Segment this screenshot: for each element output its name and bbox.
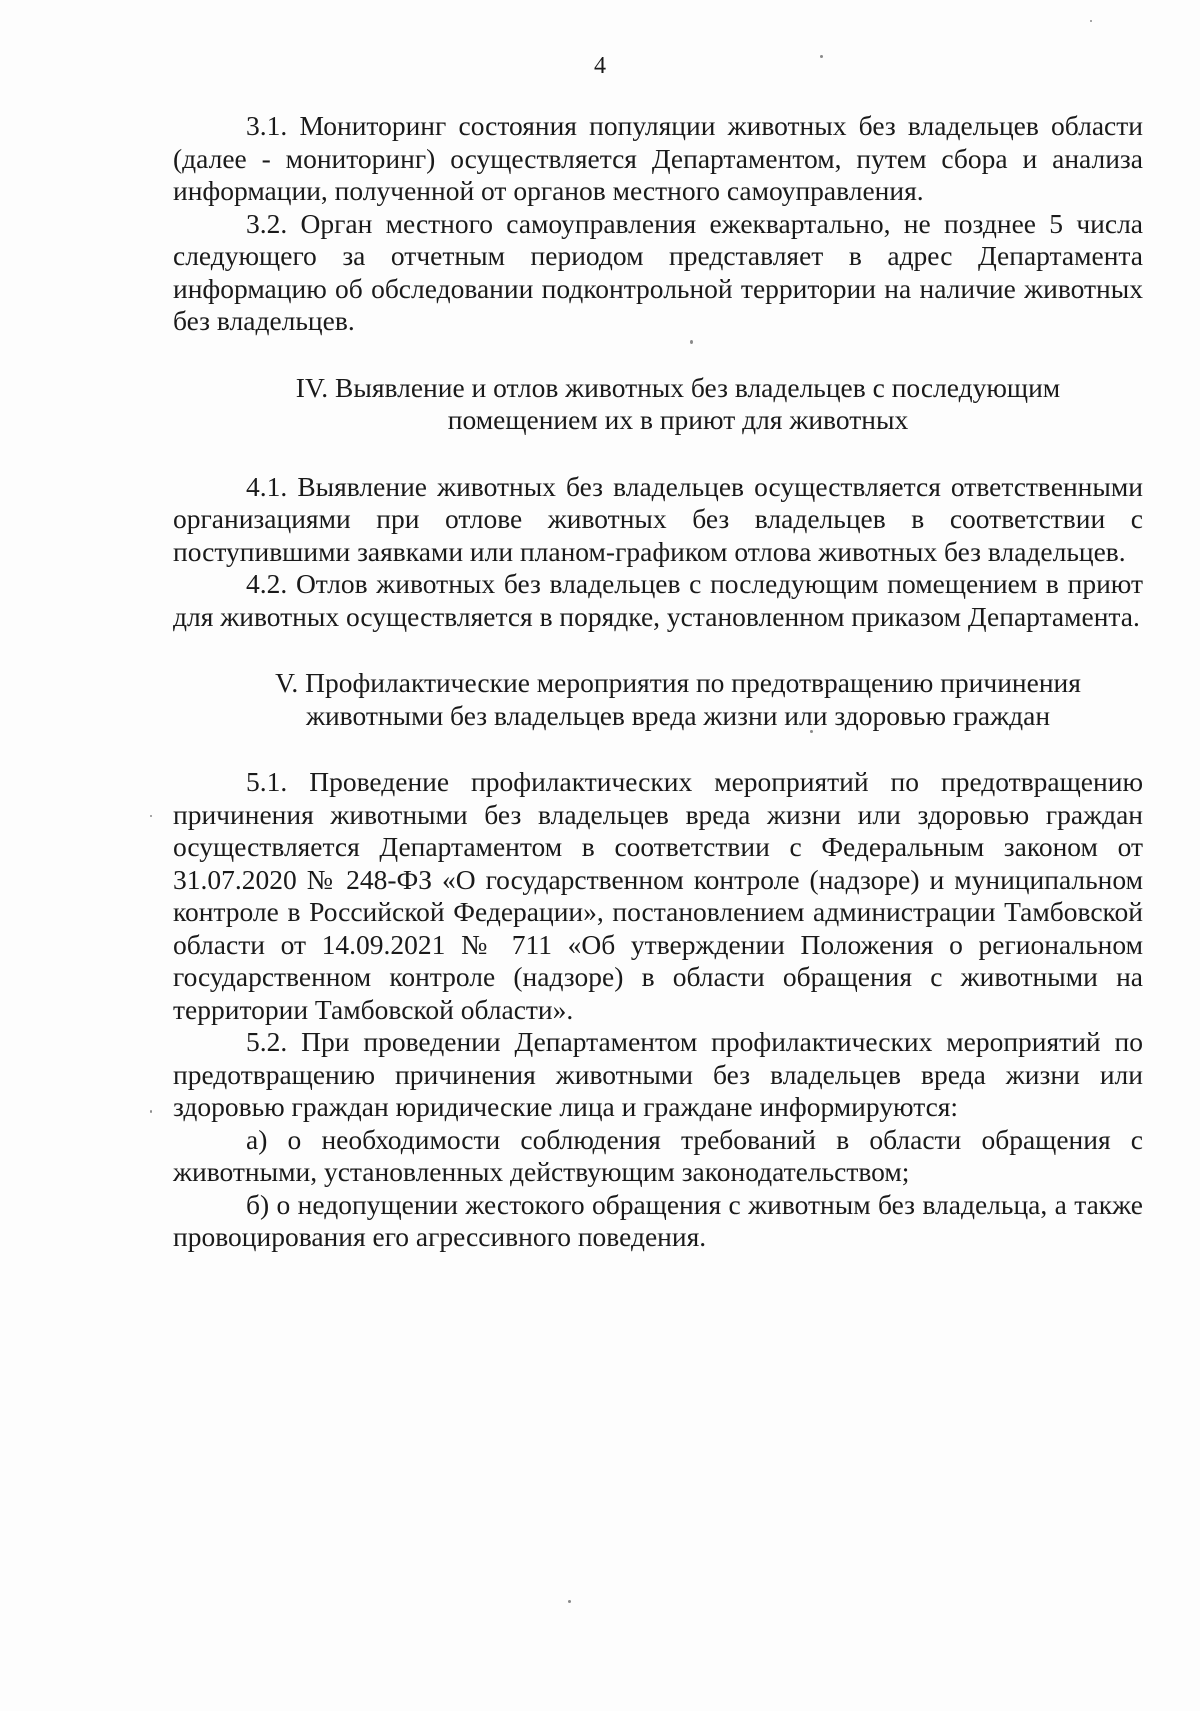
paragraph-5-2-a: а) о необходимости соблюдения требований в области обращения с животными, установленных действующим законодательством; [173,1123,1143,1187]
paragraph-4-2: 4.2. Отлов животных без владельцев с последующим помещением в приют для животных осуществляется в порядке, установленном приказом Департамента. [173,568,1143,632]
section-heading-v [173,667,1143,732]
paragraph-5-1: 5.1. Проведение профилактических мероприятий по предотвращению причинения животными без владельцев вреда жизни или здоровью граждан осуществляется Департаментом в соответствии с Федеральным законом от 31.07.2020 № 248-ФЗ «О государственном контроле (надзоре) и муниципальном контроле в Российской Федерации», постановлением администрации Тамбовской области от 14.09.2021 № 711 «Об утверждении Положения о региональном государственном контроле (надзоре) в области обращения с животными на территории Тамбовской области». [173,766,1143,1025]
heading-line: помещением их в приют для животных [447,404,909,435]
paragraph-3-2: 3.2. Орган местного самоуправления ежеквартально, не позднее 5 числа следующего за отчетным периодом представляет в адрес Департамента информацию об обследовании подконтрольной территории на наличие животных без владельцев. [173,207,1143,336]
paragraph-5-2: 5.2. При проведении Департаментом профилактических мероприятий по предотвращению причинения животными без владельцев вреда жизни или здоровью граждан юридические лица и граждане информируются: [173,1026,1143,1122]
paragraph-4-1: 4.1. Выявление животных без владельцев осуществляется ответственными организациями при отлове животных без владельцев в соответствии с поступившими заявками или планом-графиком отлова животных без владельцев. [173,470,1143,567]
document-body [173,110,1143,1254]
paragraph-5-2-b: б) о недопущении жестокого обращения с животным без владельца, а также провоцирования его агрессивного поведения. [173,1188,1143,1252]
heading-line: животными без владельцев вреда жизни или здоровью граждан [305,699,1051,731]
paragraph-3-1: 3.1. Мониторинг состояния популяции животных без владельцев области (далее - мониторинг) осуществляется Департаментом, путем сбора и анализа информации, полученной от органов местного самоуправления. [173,110,1143,206]
heading-line: IV. Выявление и отлов животных без владельцев с последующим [295,371,1061,403]
section-heading-iv [173,372,1143,437]
page-number: 4 [594,53,606,79]
heading-line: V. Профилактические мероприятия по предотвращению причинения [275,667,1081,698]
